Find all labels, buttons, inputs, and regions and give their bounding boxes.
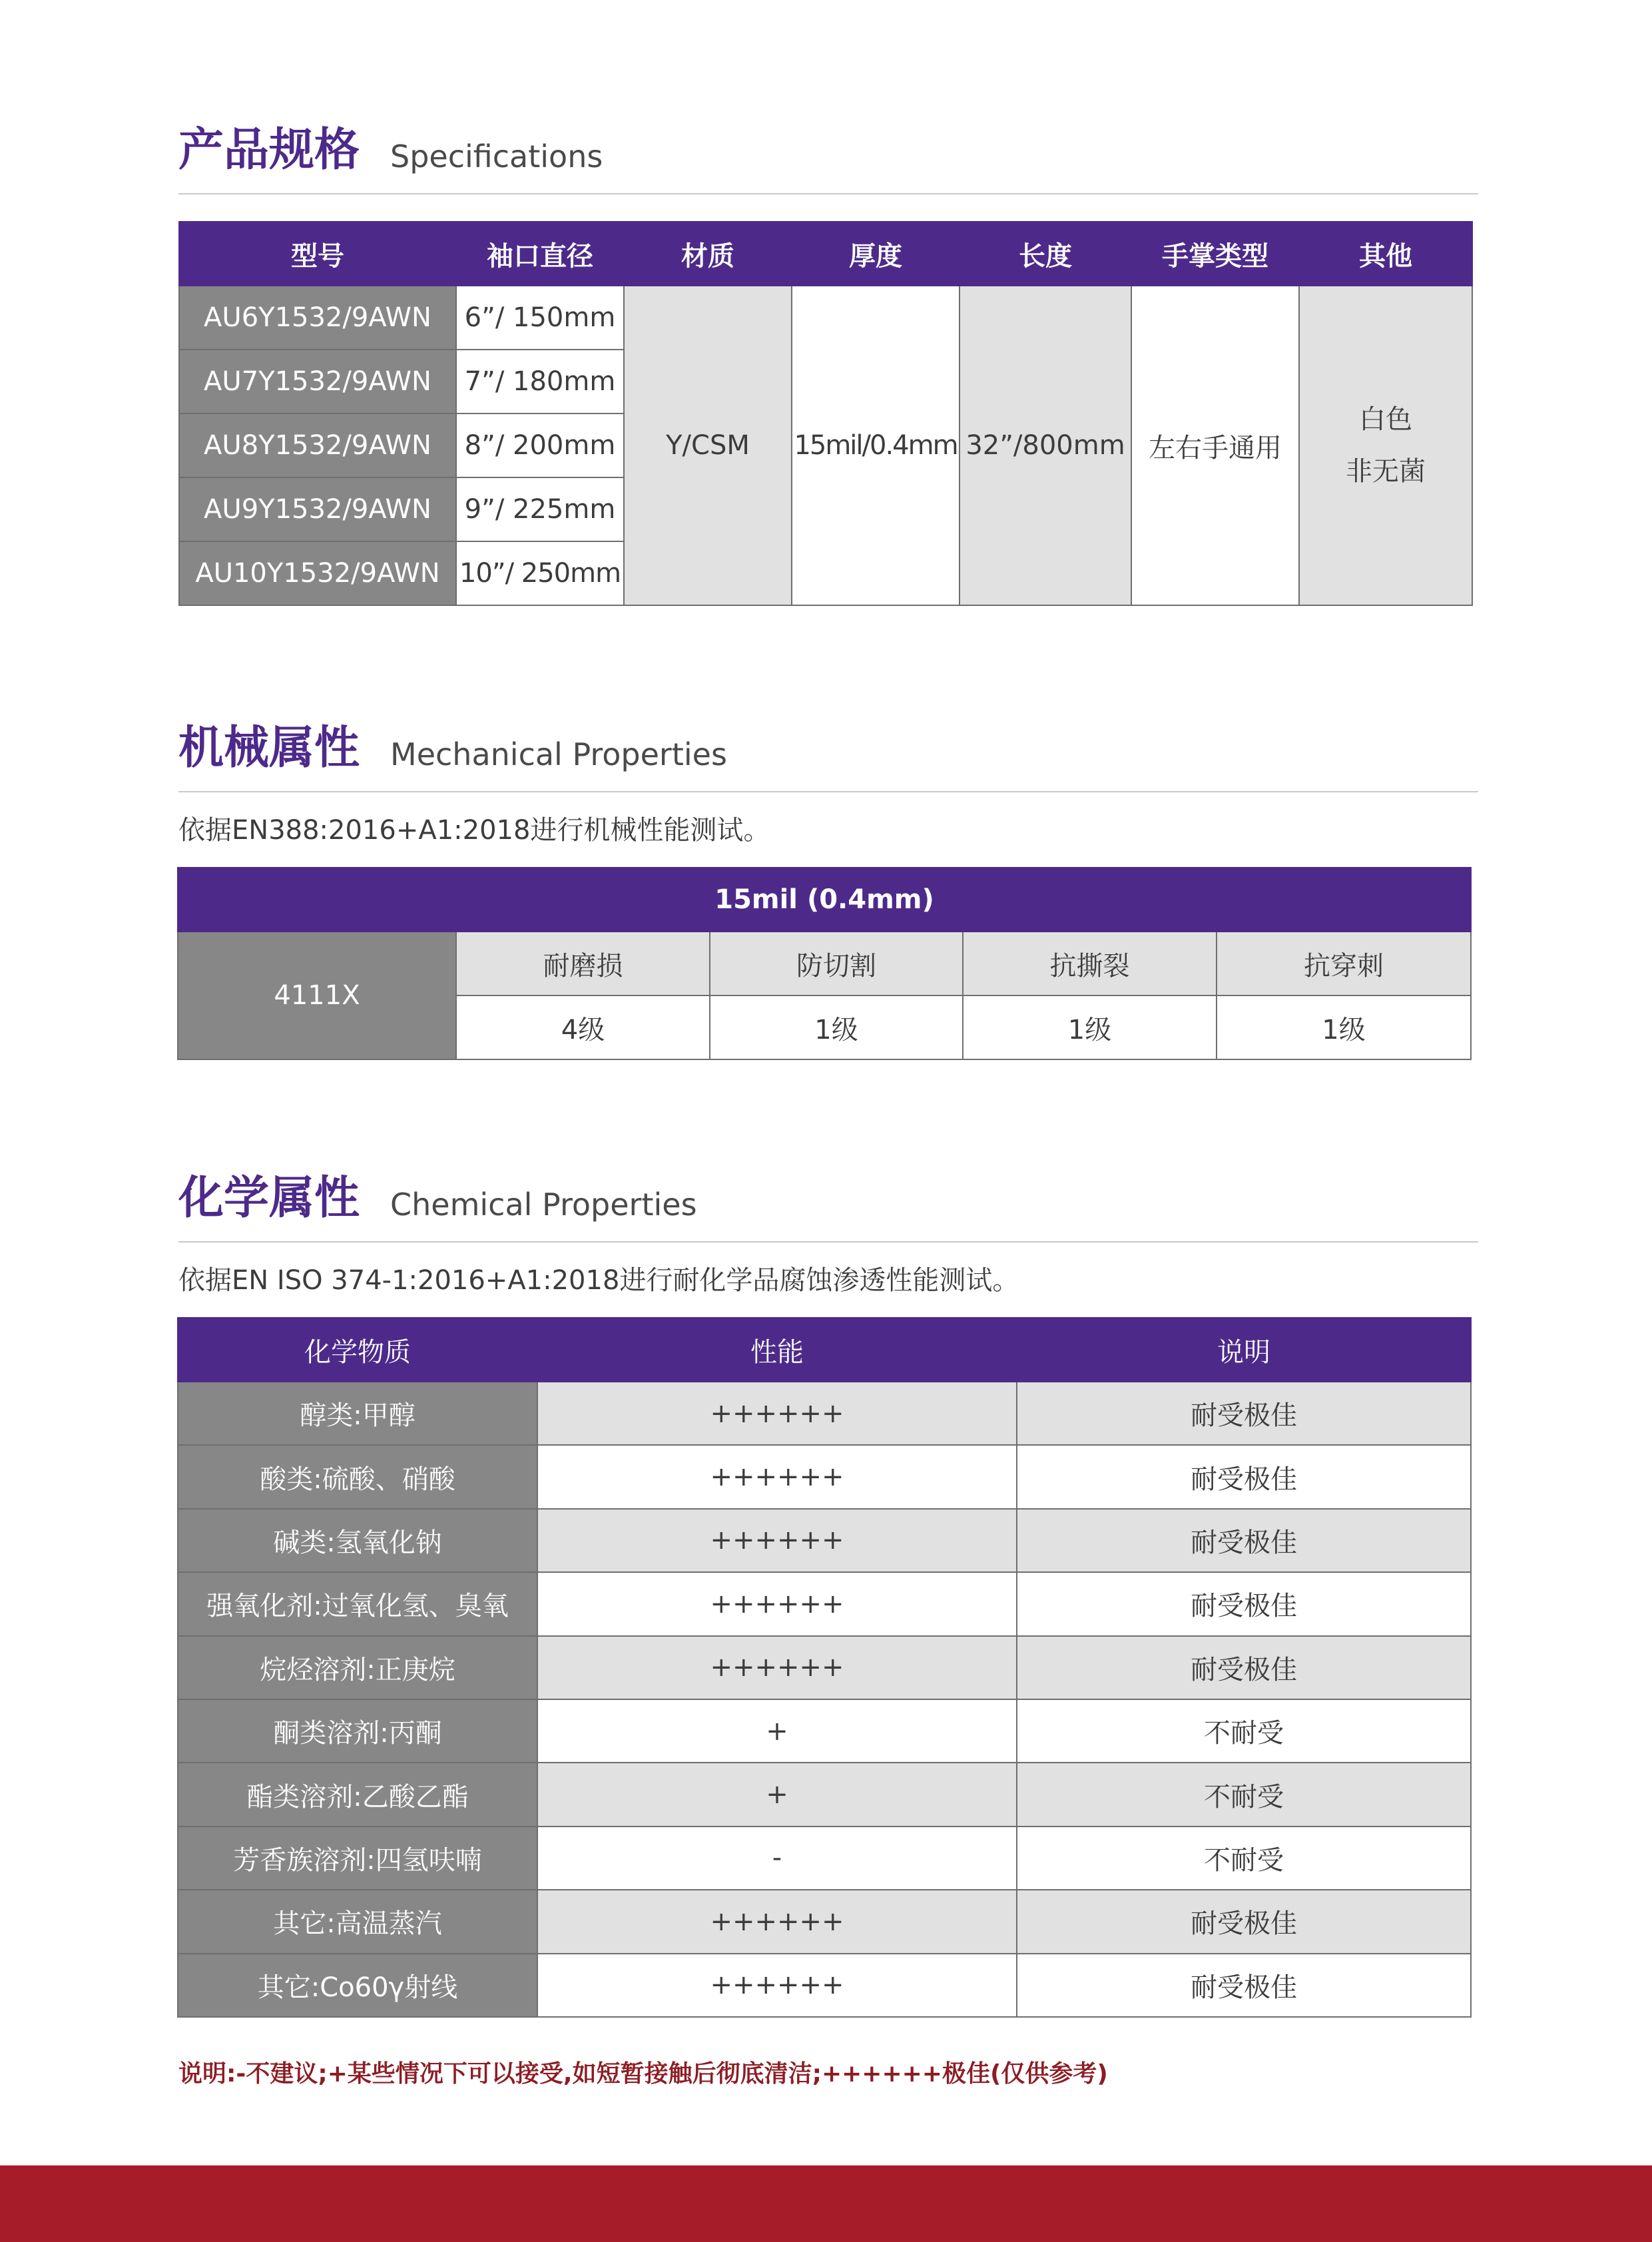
other-cell	[1299, 286, 1472, 605]
spec-divider	[178, 193, 1478, 194]
mech-level-tear: 1级	[963, 995, 1217, 1059]
chem-remark-cell: 耐受极佳	[1017, 1954, 1471, 2017]
chem-table	[177, 1317, 1472, 2018]
cuff-cell: 10”/ 250mm	[456, 541, 624, 605]
spec-header-other: 其他	[1299, 222, 1472, 286]
mech-prop-puncture: 抗穿刺	[1217, 932, 1471, 995]
table-row	[178, 1763, 1471, 1826]
chem-remark-cell: 耐受极佳	[1017, 1445, 1471, 1508]
chem-heading	[178, 1155, 1478, 1225]
chem-header-rating: 性能	[537, 1318, 1017, 1382]
chem-remark-cell: 不耐受	[1017, 1763, 1471, 1826]
chem-header-remark: 说明	[1017, 1318, 1471, 1382]
chem-rating-cell: ++++++	[537, 1890, 1017, 1953]
palm-cell: 左右手通用	[1131, 286, 1299, 605]
chem-substance-cell: 其它:高温蒸汽	[178, 1890, 537, 1953]
chem-substance-cell: 酮类溶剂:丙酮	[178, 1699, 537, 1763]
mech-level-puncture: 1级	[1217, 995, 1471, 1059]
chem-note: 依据EN ISO 374-1:2016+A1:2018进行耐化学品腐蚀渗透性能测试。	[178, 1265, 1019, 1296]
chem-remark-cell: 耐受极佳	[1017, 1890, 1471, 1953]
mech-header: 15mil (0.4mm)	[178, 868, 1471, 932]
table-row	[178, 1509, 1471, 1572]
chem-rating-cell: ++++++	[537, 1572, 1017, 1635]
mech-table	[177, 867, 1472, 1060]
chem-rating-cell: ++++++	[537, 1954, 1017, 2017]
chem-divider	[178, 1241, 1478, 1243]
spec-header-palm: 手掌类型	[1131, 222, 1299, 286]
chem-remark-cell: 不耐受	[1017, 1826, 1471, 1890]
mech-title-en: Mechanical Properties	[390, 736, 727, 772]
chem-substance-cell: 强氧化剂:过氧化氢、臭氧	[178, 1572, 537, 1635]
chem-substance-cell: 酯类溶剂:乙酸乙酯	[178, 1763, 537, 1826]
mech-note: 依据EN388:2016+A1:2018进行机械性能测试。	[178, 815, 770, 846]
spec-header-cuff: 袖口直径	[456, 222, 624, 286]
chem-substance-cell: 酸类:硫酸、硝酸	[178, 1445, 537, 1508]
model-cell: AU9Y1532/9AWN	[179, 477, 456, 541]
chem-remark-cell: 耐受极佳	[1017, 1636, 1471, 1699]
cuff-cell: 6”/ 150mm	[456, 286, 624, 350]
table-row	[178, 1954, 1471, 2017]
chem-remark-cell: 耐受极佳	[1017, 1509, 1471, 1572]
chem-remark-cell: 耐受极佳	[1017, 1382, 1471, 1445]
chem-substance-cell: 烷烃溶剂:正庚烷	[178, 1636, 537, 1699]
chem-substance-cell: 醇类:甲醇	[178, 1382, 537, 1445]
spec-header-model: 型号	[179, 222, 456, 286]
chem-title-en: Chemical Properties	[390, 1187, 697, 1223]
cuff-cell: 7”/ 180mm	[456, 350, 624, 414]
cuff-cell: 8”/ 200mm	[456, 414, 624, 477]
spec-header-row	[179, 222, 1472, 286]
mech-prop-tear: 抗撕裂	[963, 932, 1217, 995]
chem-substance-cell: 碱类:氢氧化钠	[178, 1509, 537, 1572]
chem-header-substance: 化学物质	[178, 1318, 537, 1382]
mech-code-cell: 4111X	[178, 932, 456, 1059]
spec-heading	[178, 107, 1478, 176]
mech-props-row	[178, 932, 1471, 995]
chem-title-cn: 化学属性	[178, 1172, 360, 1225]
chem-rating-cell: -	[537, 1826, 1017, 1890]
thickness-cell: 15mil/0.4mm	[792, 286, 960, 605]
chem-rating-cell: ++++++	[537, 1509, 1017, 1572]
chem-rating-cell: +	[537, 1763, 1017, 1826]
mech-section	[178, 704, 1478, 848]
chem-rating-cell: +	[537, 1699, 1017, 1763]
other-sterility: 非无菌	[1346, 456, 1426, 487]
chem-rating-cell: ++++++	[537, 1445, 1017, 1508]
model-cell: AU8Y1532/9AWN	[179, 414, 456, 477]
mech-heading	[178, 704, 1478, 774]
chem-rows	[178, 1382, 1471, 2017]
chem-substance-cell: 其它:Co60γ射线	[178, 1954, 537, 2017]
spec-table	[178, 221, 1473, 606]
table-row	[178, 1636, 1471, 1699]
footer-bar	[0, 2165, 1652, 2242]
spec-header-material: 材质	[624, 222, 792, 286]
table-row	[178, 1382, 1471, 1445]
chem-substance-cell: 芳香族溶剂:四氢呋喃	[178, 1826, 537, 1890]
mech-divider	[178, 791, 1478, 792]
table-row	[179, 286, 1472, 350]
table-row	[178, 1572, 1471, 1635]
other-color: 白色	[1359, 404, 1412, 435]
chem-section	[178, 1155, 1478, 1298]
table-row	[178, 1445, 1471, 1508]
material-cell: Y/CSM	[624, 286, 792, 605]
spec-title-cn: 产品规格	[178, 124, 360, 176]
chem-header-row	[178, 1318, 1471, 1382]
model-cell: AU7Y1532/9AWN	[179, 350, 456, 414]
mech-title-cn: 机械属性	[178, 722, 360, 774]
mech-level-cut: 1级	[710, 995, 963, 1059]
mech-level-abrasion: 4级	[456, 995, 710, 1059]
cuff-cell: 9”/ 225mm	[456, 477, 624, 541]
mech-prop-abrasion: 耐磨损	[456, 932, 710, 995]
model-cell: AU10Y1532/9AWN	[179, 541, 456, 605]
length-cell: 32”/800mm	[960, 286, 1131, 605]
model-cell: AU6Y1532/9AWN	[179, 286, 456, 350]
chem-rating-cell: ++++++	[537, 1636, 1017, 1699]
spec-section	[178, 107, 1478, 194]
table-row	[178, 1826, 1471, 1890]
spec-title-en: Specifications	[390, 139, 603, 174]
chem-remark-cell: 不耐受	[1017, 1699, 1471, 1763]
mech-header-row	[178, 868, 1471, 932]
spec-header-length: 长度	[960, 222, 1131, 286]
spec-header-thickness: 厚度	[792, 222, 960, 286]
footer-note: 说明:-不建议;+某些情况下可以接受,如短暂接触后彻底清洁;++++++极佳(仅供参考)	[178, 2060, 1108, 2088]
mech-prop-cut: 防切割	[710, 932, 963, 995]
chem-remark-cell: 耐受极佳	[1017, 1572, 1471, 1635]
table-row	[178, 1890, 1471, 1953]
table-row	[178, 1699, 1471, 1763]
chem-rating-cell: ++++++	[537, 1382, 1017, 1445]
